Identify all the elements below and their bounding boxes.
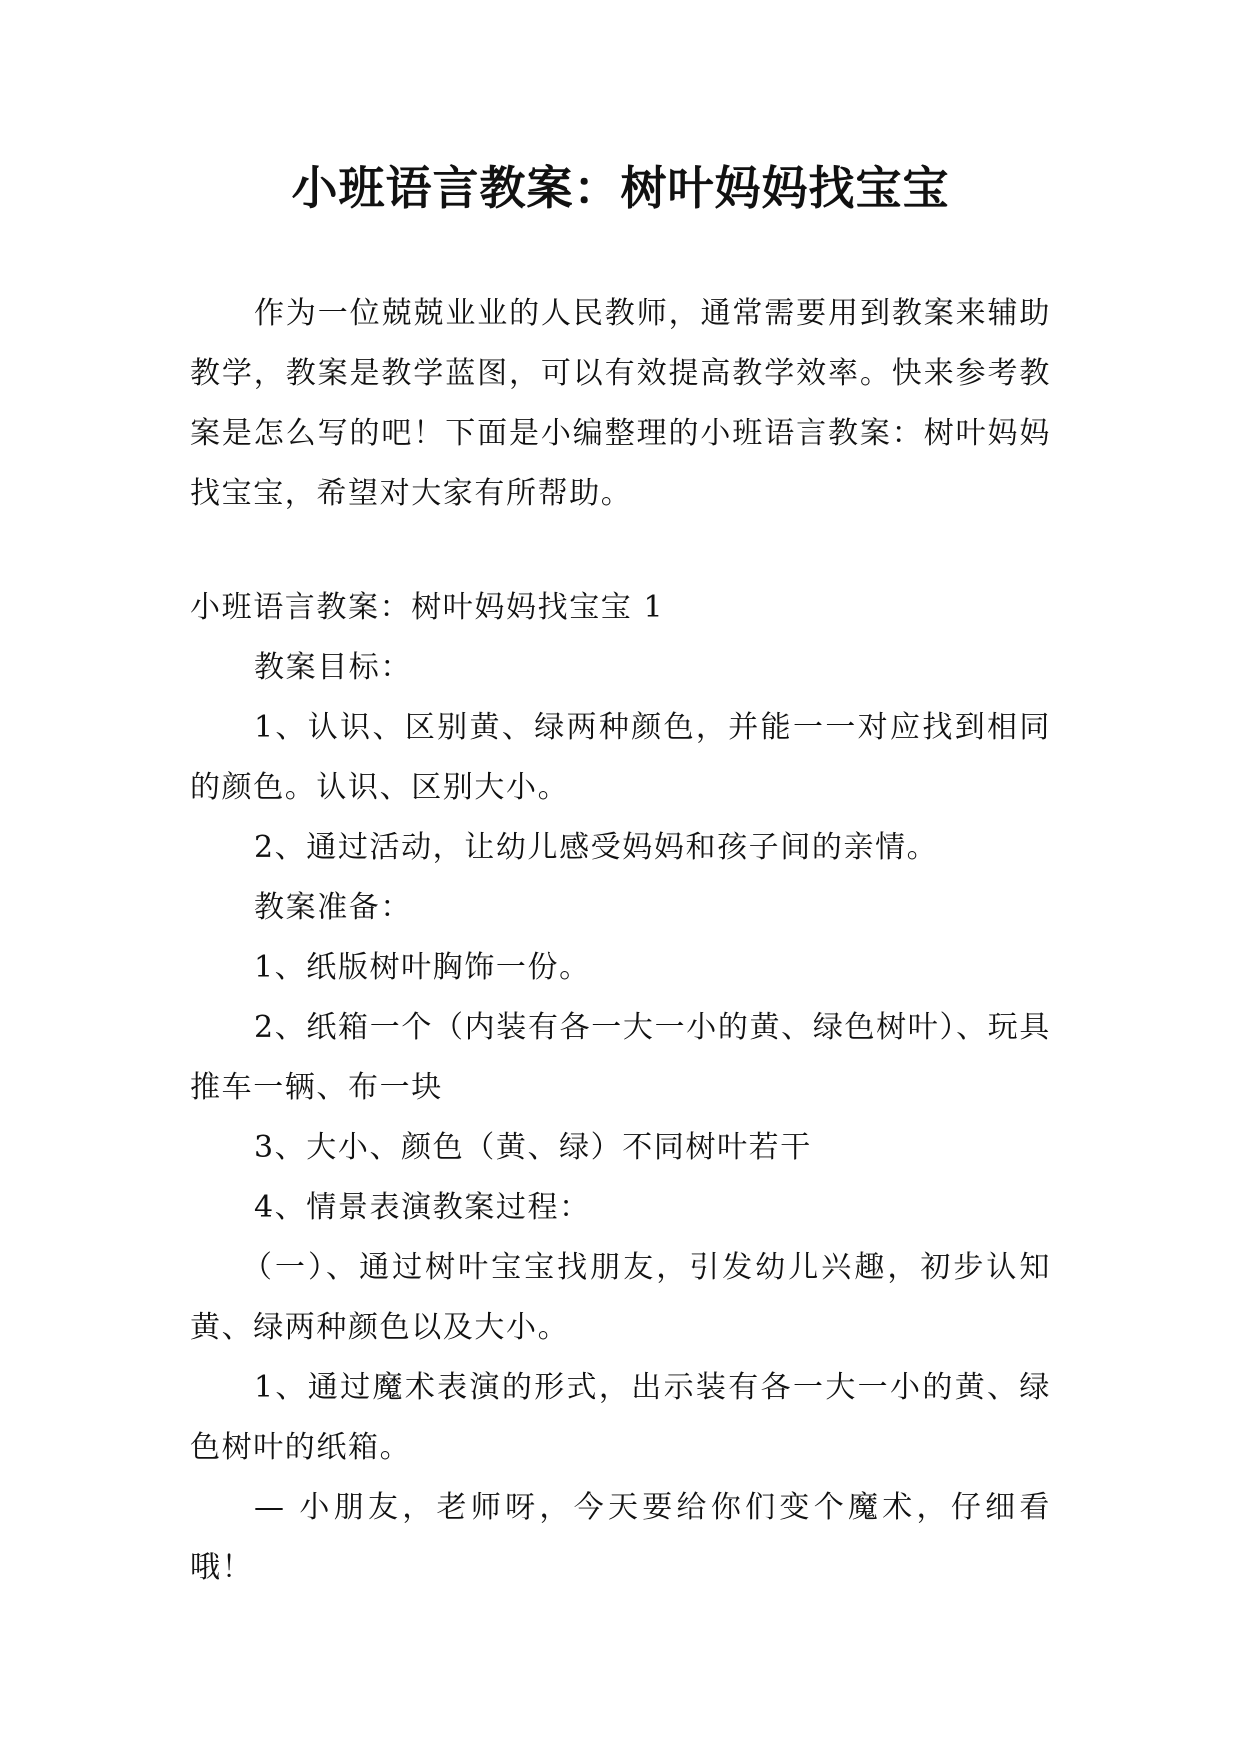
paragraph-prep-1: 1、纸版树叶胸饰一份。 <box>254 950 591 985</box>
paragraph-process-1: （一）、通过树叶宝宝找朋友，引发幼儿兴趣，初步认知黄、绿两种颜色以及大小。 <box>190 1250 1051 1345</box>
paragraph-prep-heading: 教案准备： <box>254 890 412 925</box>
intro-paragraph: 作为一位兢兢业业的人民教师，通常需要用到教案来辅助教学，教案是教学蓝图，可以有效提高教学效率。快来参考教案是怎么写的吧！下面是小编整理的小班语言教案：树叶妈妈找宝宝，希望对大家有所帮助。 <box>190 296 1051 511</box>
section-heading: 小班语言教案：树叶妈妈找宝宝 1 <box>190 590 665 625</box>
paragraph-prep-3: 3、大小、颜色（黄、绿）不同树叶若干 <box>254 1130 812 1165</box>
paragraph-process-step-1: 1、通过魔术表演的形式，出示装有各一大一小的黄、绿色树叶的纸箱。 <box>190 1370 1051 1465</box>
paragraph-goals-heading: 教案目标： <box>254 650 412 685</box>
lesson-plan-section <box>190 578 1051 1598</box>
paragraph-goal-1: 1、认识、区别黄、绿两种颜色，并能一一对应找到相同的颜色。认识、区别大小。 <box>190 710 1051 805</box>
paragraph-dialogue: — 小朋友，老师呀，今天要给你们变个魔术，仔细看哦！ <box>190 1490 1051 1585</box>
intro-section <box>190 284 1051 524</box>
paragraph-prep-4: 4、情景表演教案过程： <box>254 1190 591 1225</box>
document-title: 小班语言教案：树叶妈妈找宝宝 <box>291 161 950 215</box>
paragraph-prep-2: 2、纸箱一个（内装有各一大一小的黄、绿色树叶）、玩具推车一辆、布一块 <box>190 1010 1051 1105</box>
paragraph-goal-2: 2、通过活动，让幼儿感受妈妈和孩子间的亲情。 <box>254 830 939 865</box>
